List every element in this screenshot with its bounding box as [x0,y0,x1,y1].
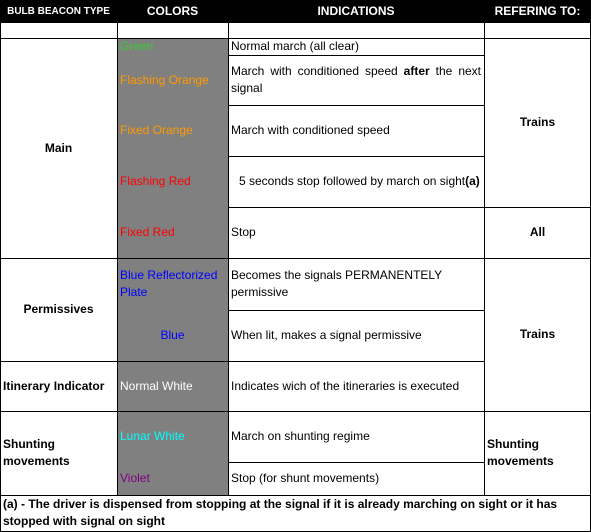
indication-flashing-orange-c: the next signal [231,64,482,95]
group-main [0,38,117,258]
color-blue-plate-label: Blue Reflectorized Plate [120,268,218,299]
header-colors [117,0,228,22]
indication-flashing-red [228,156,484,207]
indication-blue-plate [228,258,484,310]
footnote [0,495,591,532]
color-blue-label: Blue [160,328,185,342]
color-cell-fixed-red [117,207,228,258]
header-type-label: BULB BEACON TYPE [7,5,110,17]
grid-line [0,361,484,362]
header-colors-label: COLORS [146,3,199,18]
color-normal-white-label: Normal White [120,378,193,393]
grid-line [228,156,484,157]
color-flashing-orange-label: Flashing Orange [120,72,209,87]
group-itinerary-label: Itinerary Indicator [3,378,105,393]
color-cell-flashing-orange [117,55,228,105]
grid-line [228,310,484,311]
refer-all [484,207,591,258]
group-permissives-label: Permissives [23,302,94,316]
color-cell-blue [117,310,228,361]
color-flashing-red-label: Flashing Red [120,174,191,188]
indication-flashing-orange-a: March with conditioned speed [231,64,404,78]
header-indications [228,0,484,22]
grid-line [228,105,484,106]
indication-fixed-orange-text: March with conditioned speed [231,123,390,137]
indication-green [228,38,484,55]
refer-trains-main [484,38,591,207]
color-violet-label: Violet [120,471,150,485]
indication-lunar-white [228,411,484,462]
color-cell-green [117,38,228,55]
indication-normal-white-text: Indicates wich of the itineraries is executed [231,378,460,393]
grid-line [228,55,484,56]
indication-violet [228,462,484,495]
indication-flashing-red-text [231,173,480,190]
refer-shunting-label: Shunting movements [487,437,554,468]
footnote-text: (a) - The driver is dispensed from stopping at the signal if it is already marching on sight or it has stopped with signal on sight [3,497,558,528]
color-fixed-orange-label: Fixed Orange [120,123,193,137]
grid-line [0,0,1,532]
indication-lunar-white-text: March on shunting regime [231,429,370,443]
grid-line [228,462,484,463]
grid-line [0,38,591,39]
indication-blue-plate-text: Becomes the signals PERMANENTELY permissive [231,268,442,299]
color-cell-flashing-red [117,156,228,207]
refer-trains-permissive-label: Trains [519,327,556,341]
refer-all-label: All [529,225,546,239]
grid-line [0,22,591,23]
color-cell-blue-plate [117,258,228,310]
grid-line [0,258,591,259]
group-itinerary [0,361,117,411]
header-indications-label: INDICATIONS [317,3,395,18]
refer-shunting [484,411,591,495]
color-lunar-white-label: Lunar White [120,429,185,443]
color-cell-violet [117,462,228,495]
grid-line [117,0,118,495]
indication-normal-white [228,361,484,411]
group-shunting [0,411,117,495]
grid-line [484,0,485,495]
indication-flashing-red-a: 5 seconds stop followed by march on sight [239,174,466,188]
color-green-label: Green [120,39,154,53]
indication-green-text: Normal march (all clear) [231,39,360,53]
color-fixed-red-label: Fixed Red [120,225,175,239]
color-cell-normal-white [117,361,228,411]
indication-fixed-red-text: Stop [231,225,256,239]
group-main-label: Main [44,140,73,155]
header-referring-label: REFERING TO: [494,3,581,18]
indication-violet-text: Stop (for shunt movements) [231,471,380,485]
color-cell-fixed-orange [117,105,228,156]
indication-flashing-red-b: (a) [465,174,480,188]
group-permissives [0,258,117,361]
grid-line [0,495,591,496]
indication-flashing-orange [228,55,484,105]
header-referring [484,0,591,22]
indication-fixed-orange [228,105,484,156]
refer-trains-main-label: Trains [519,115,556,129]
indication-fixed-red [228,207,484,258]
header-type [0,0,117,22]
indication-blue-text: When lit, makes a signal permissive [231,328,422,342]
grid-line [228,0,229,495]
grid-line [228,207,591,208]
indication-blue [228,310,484,361]
group-shunting-label: Shunting movements [3,437,70,468]
indication-flashing-orange-text [231,63,481,97]
indication-flashing-orange-b: after [403,64,430,78]
color-cell-lunar-white [117,411,228,462]
grid-line [0,411,591,412]
refer-trains-permissive [484,258,591,411]
